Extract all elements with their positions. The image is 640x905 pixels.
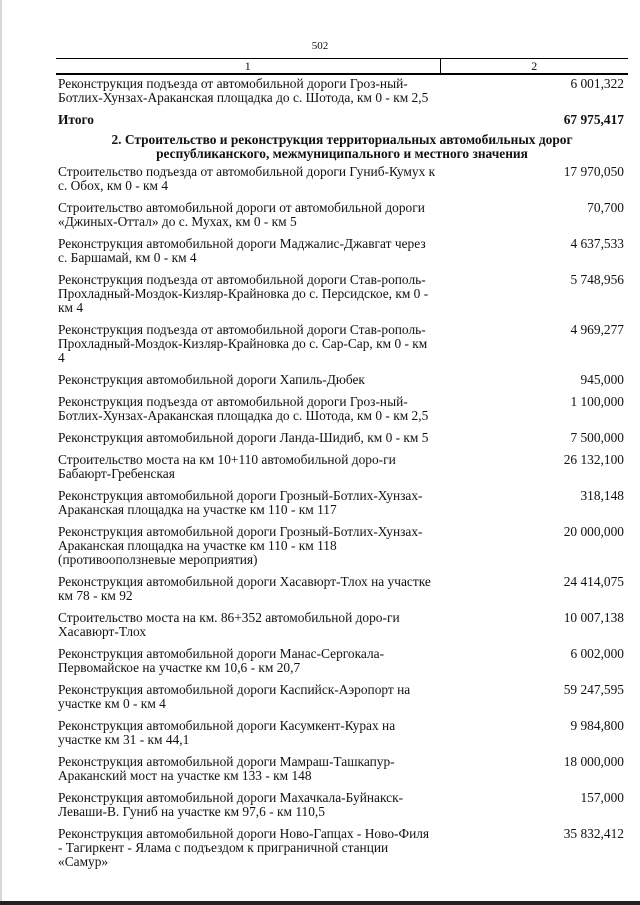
table-row	[56, 751, 628, 787]
table-row	[56, 391, 628, 427]
item-amount: 6 001,322	[570, 76, 624, 91]
table-row	[56, 161, 628, 197]
section-heading-row	[56, 131, 628, 161]
item-amount: 20 000,000	[563, 524, 624, 539]
item-amount: 10 007,138	[563, 610, 624, 625]
scan-bottom-edge	[0, 901, 640, 905]
column-header-2: 2	[440, 59, 628, 75]
table-row	[56, 269, 628, 319]
item-amount: 7 500,000	[570, 430, 624, 445]
section-heading: 2. Строительство и реконструкция территориальных автомобильных дорог республиканского, межмуниципального и местного значения	[111, 132, 573, 161]
item-amount: 17 970,050	[563, 164, 624, 179]
total-label: Итого	[58, 112, 94, 127]
table-row	[56, 715, 628, 751]
item-amount: 5 748,956	[570, 272, 624, 287]
item-amount: 35 832,412	[563, 826, 624, 841]
item-amount: 945,000	[580, 372, 624, 387]
table-row	[56, 369, 628, 391]
table-row	[56, 319, 628, 369]
table-header	[56, 59, 628, 75]
item-name: Реконструкция автомобильной дороги Манас-Сергокала-Первомайское на участке км 10,6 - км 20,7	[58, 646, 385, 675]
item-name: Реконструкция автомобильной дороги Маджалис-Джавгат через с. Баршамай, км 0 - км 4	[58, 236, 426, 265]
table-row	[56, 197, 628, 233]
table-row	[56, 521, 628, 571]
table-row	[56, 679, 628, 715]
table-row	[56, 607, 628, 643]
item-amount: 157,000	[580, 790, 624, 805]
item-name: Реконструкция автомобильной дороги Ново-Гапцах - Ново-Филя - Тагиркент - Ялама с подъездом к приграничной станции «Самур»	[58, 826, 430, 869]
item-amount: 1 100,000	[570, 394, 624, 409]
table-row	[56, 485, 628, 521]
item-amount: 70,700	[587, 200, 624, 215]
item-amount: 24 414,075	[563, 574, 624, 589]
total-row	[56, 109, 628, 131]
item-name: Строительство автомобильной дороги от автомобильной дороги «Джиных-Оттал» до с. Мухах, км 0 - км 5	[58, 200, 425, 229]
table-row	[56, 643, 628, 679]
total-amount: 67 975,417	[563, 112, 624, 127]
page-number: 502	[311, 40, 329, 52]
item-name: Реконструкция автомобильной дороги Ланда-Шидиб, км 0 - км 5	[58, 430, 429, 445]
item-name: Строительство подъезда от автомобильной дороги Гуниб-Кумух к с. Обох, км 0 - км 4	[58, 164, 436, 193]
item-name: Реконструкция автомобильной дороги Грозный-Ботлих-Хунзах-Араканская площадка на участке км 110 - км 117	[58, 488, 423, 517]
item-amount: 4 637,533	[570, 236, 624, 251]
table-row	[56, 787, 628, 823]
item-name: Реконструкция автомобильной дороги Касумкент-Курах на участке км 31 - км 44,1	[58, 718, 396, 747]
item-name: Реконструкция подъезда от автомобильной дороги Став-рополь-Прохладный-Моздок-Кизляр-Крайновка до с. Персидское, км 0 - км 4	[58, 272, 429, 315]
table-row	[56, 823, 628, 873]
scan-margin-edge	[0, 0, 2, 905]
item-amount: 59 247,595	[563, 682, 624, 697]
item-name: Реконструкция автомобильной дороги Мамраш-Ташкапур-Араканский мост на участке км 133 - км 148	[58, 754, 395, 783]
column-header-1: 1	[56, 59, 440, 75]
item-amount: 26 132,100	[563, 452, 624, 467]
item-name: Реконструкция автомобильной дороги Каспийск-Аэропорт на участке км 0 - км 4	[58, 682, 411, 711]
item-name: Реконструкция автомобильной дороги Хапиль-Дюбек	[58, 372, 365, 387]
table-row	[56, 233, 628, 269]
item-name: Реконструкция автомобильной дороги Махачкала-Буйнакск-Леваши-В. Гуниб на участке км 97,6 - км 110,5	[58, 790, 404, 819]
item-name: Строительство моста на км 10+110 автомобильной доро-ги Бабаюрт-Гребенская	[58, 452, 396, 481]
item-amount: 4 969,277	[570, 322, 624, 337]
budget-table	[56, 58, 628, 873]
item-name: Реконструкция подъезда от автомобильной дороги Гроз-ный-Ботлих-Хунзах-Араканская площадка до с. Шотода, км 0 - км 2,5	[58, 394, 429, 423]
item-amount: 9 984,800	[570, 718, 624, 733]
table-body	[56, 74, 628, 873]
table-row	[56, 427, 628, 449]
item-amount: 318,148	[580, 488, 624, 503]
table-row	[56, 74, 628, 109]
item-name: Реконструкция автомобильной дороги Хасавюрт-Тлох на участке км 78 - км 92	[58, 574, 431, 603]
item-name: Строительство моста на км. 86+352 автомобильной доро-ги Хасавюрт-Тлох	[58, 610, 400, 639]
item-amount: 18 000,000	[563, 754, 624, 769]
item-name: Реконструкция подъезда от автомобильной дороги Гроз-ный-Ботлих-Хунзах-Араканская площадка до с. Шотода, км 0 - км 2,5	[58, 76, 429, 105]
item-amount: 6 002,000	[570, 646, 624, 661]
item-name: Реконструкция автомобильной дороги Грозный-Ботлих-Хунзах-Араканская площадка на участке км 110 - км 118 (противооползневые мероприятия)	[58, 524, 423, 567]
item-name: Реконструкция подъезда от автомобильной дороги Став-рополь-Прохладный-Моздок-Кизляр-Крайновка до с. Сар-Сар, км 0 - км 4	[58, 322, 428, 365]
table-row	[56, 571, 628, 607]
table-row	[56, 449, 628, 485]
